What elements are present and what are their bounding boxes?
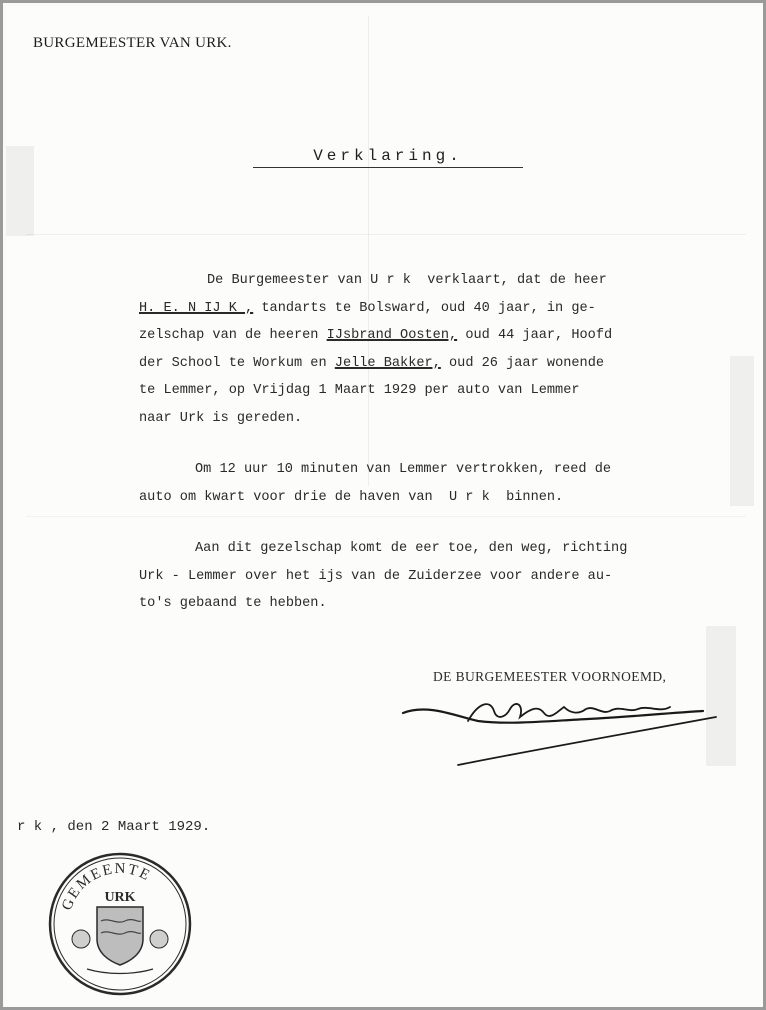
text-line [139, 322, 739, 350]
place-and-date: r k , den 2 Maart 1929. [17, 819, 211, 835]
text-fragment: oud 26 jaar wonende [440, 355, 605, 371]
name-bakker: Jelle Bakker, [334, 355, 441, 371]
text-line: Urk - Lemmer over het ijs van de Zuiderzee voor andere au- [139, 568, 613, 584]
name-oosten: IJsbrand Oosten, [326, 328, 458, 343]
text-line: auto om kwart voor drie de haven van U r k binnen. [139, 489, 564, 505]
torn-edge [6, 146, 34, 236]
text-fragment: der School te Workum en [139, 355, 335, 371]
paragraph-gap [139, 511, 739, 535]
text-line: Om 12 uur 10 minuten van Lemmer vertrokken, reed de [195, 462, 612, 477]
text-line: De Burgemeester van U r k verklaart, dat de heer [207, 273, 607, 288]
seal-name: URK [104, 890, 136, 905]
text-line [139, 295, 739, 323]
seal-text: GEMEENTE [59, 860, 154, 913]
letterhead: BURGEMEESTER VAN URK. [33, 35, 232, 51]
document-title: Verklaring. [253, 147, 523, 168]
name-dentist: H. E. N IJ K , [139, 300, 254, 316]
fold-crease [26, 234, 746, 235]
text-fragment: oud 44 jaar, Hoofd [457, 328, 613, 343]
signatory-title: DE BURGEMEESTER VOORNOEMD, [433, 669, 667, 684]
handwritten-signature [398, 691, 728, 771]
text-line [139, 350, 739, 378]
text-line: to's gebaand te hebben. [139, 596, 327, 611]
paragraph-gap [139, 432, 739, 456]
text-line: naar Urk is gereden. [139, 410, 303, 426]
text-line: Aan dit gezelschap komt de eer toe, den weg, richting [195, 541, 628, 556]
text-line: te Lemmer, op Vrijdag 1 Maart 1929 per auto van Lemmer [139, 383, 580, 398]
declaration-body [139, 267, 739, 618]
shield-icon [97, 907, 143, 965]
text-fragment: tandarts te Bolsward, oud 40 jaar, in ge- [253, 300, 596, 316]
municipal-seal [47, 851, 193, 997]
text-fragment: zelschap van de heeren [139, 328, 327, 343]
